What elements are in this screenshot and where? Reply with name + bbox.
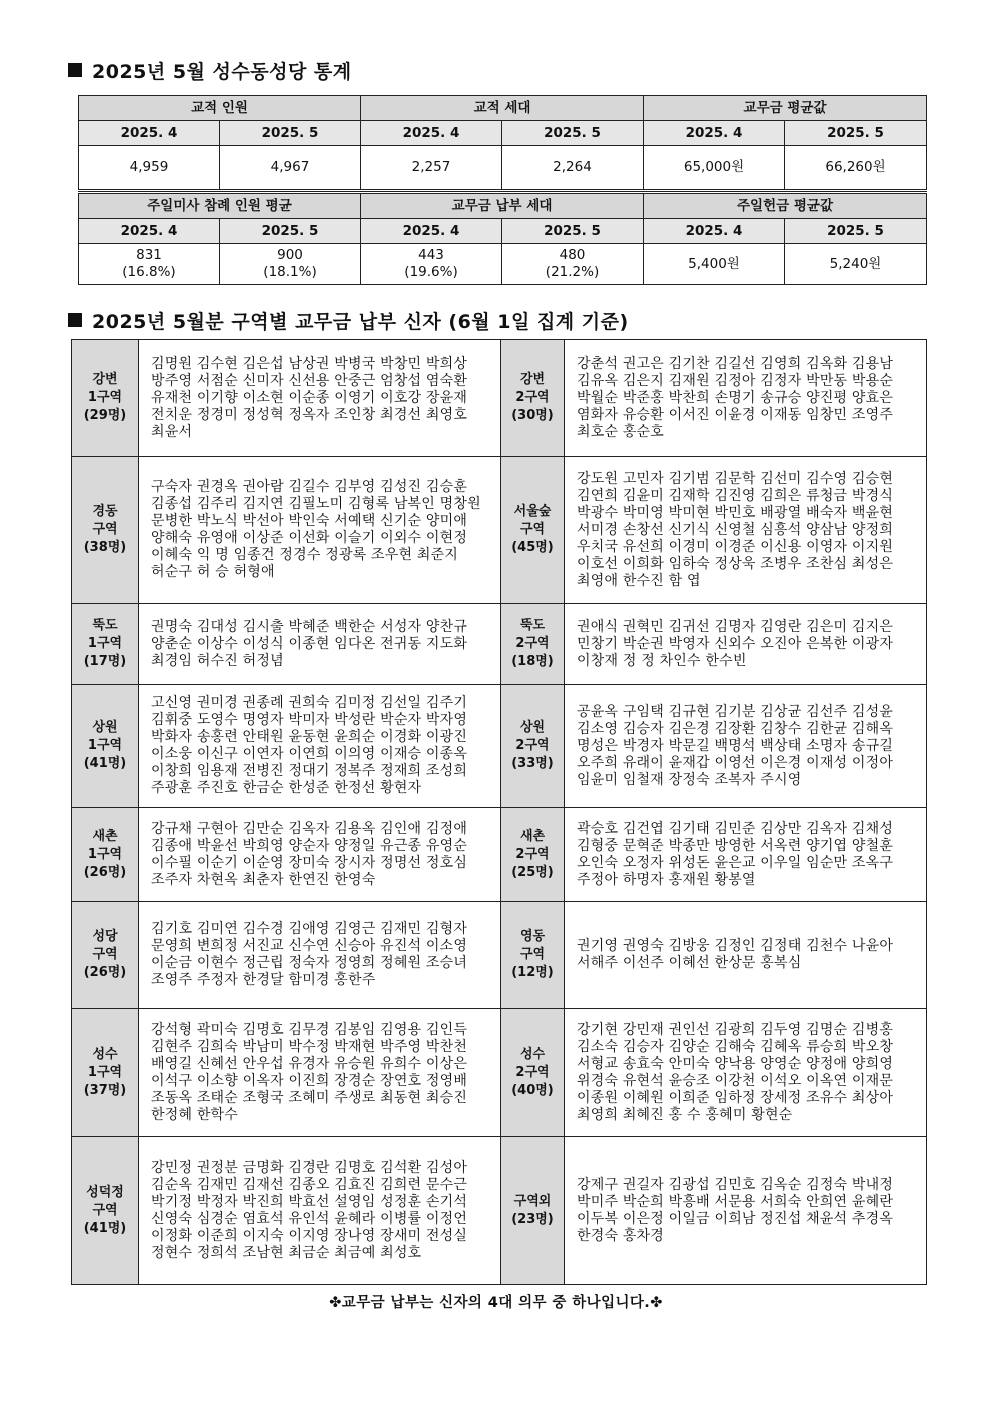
donor-names-line: 한경숙 홍차경 <box>577 1227 664 1244</box>
donor-names-line: 강기현 강민재 권인선 김광희 김두영 김명순 김병홍 <box>577 1021 894 1038</box>
stats-value-cell <box>502 244 644 285</box>
district-member-count: (40명) <box>511 1082 554 1098</box>
district-name: 1구역 <box>87 1064 123 1080</box>
donor-names-line: 배영길 신혜선 안우섭 유경자 유승원 유희수 이상은 <box>151 1055 468 1072</box>
donor-names-line: 임윤미 임철재 장정숙 조복자 주시영 <box>577 771 802 788</box>
district-name: 영동 <box>519 929 546 944</box>
stats-value-percent: (19.6%) <box>404 264 458 280</box>
district-name-cell <box>501 1009 565 1137</box>
district-name: 1구역 <box>87 390 123 405</box>
donor-names-line: 신영숙 심경순 염효석 유인석 윤혜라 이병률 이정언 <box>151 1210 468 1227</box>
donor-names-line: 유재천 이기향 이소현 이순종 이영기 이호강 장윤재 <box>151 389 468 406</box>
district-name: 구역 <box>92 947 118 962</box>
district-row <box>72 902 927 1009</box>
square-bullet-icon <box>68 313 82 327</box>
donor-names-line: 서해주 이선주 이혜선 한상문 홍복심 <box>577 955 802 971</box>
district-name-cell <box>501 340 565 457</box>
donor-names-line: 강제구 권길자 김광섭 김민호 김옥순 김정숙 박내정 <box>577 1176 894 1193</box>
district-donor-list <box>139 808 501 902</box>
district-name: 1구역 <box>87 738 123 753</box>
stats-period-header: 2025. 5 <box>502 219 644 244</box>
donor-names-line: 이창희 임용재 전병진 정대기 정복주 정재희 조성희 <box>151 763 468 779</box>
donor-names-line: 박미주 박순희 박흥배 서문용 서희숙 안희연 윤혜란 <box>577 1193 894 1210</box>
donor-names-line: 문영희 변희정 서진교 신수연 신승아 유진석 이소영 <box>151 938 468 954</box>
donor-names-line: 최영애 한수진 함 엽 <box>577 572 701 589</box>
district-name-cell <box>501 604 565 685</box>
district-name: 강변 <box>519 372 546 387</box>
donor-names-line: 구숙자 권경옥 권아람 김길수 김부영 김성진 김승훈 <box>151 479 468 495</box>
donor-names-line: 권기영 권영숙 김방웅 김정인 김정태 김천수 나윤아 <box>577 938 894 954</box>
stats-group-header: 교적 인원 <box>79 96 361 121</box>
donor-names-line: 김연희 김윤미 김재학 김진영 김희은 류청금 박경식 <box>577 487 894 504</box>
donor-names-line: 이혜숙 익 명 임종건 정경수 정광록 조우현 최준지 <box>151 547 459 563</box>
stats-period-header: 2025. 4 <box>644 121 785 146</box>
district-name: 성당 <box>92 929 118 944</box>
donor-names-line: 김현주 김희숙 박남미 박수정 박재현 박주영 박찬천 <box>151 1038 468 1055</box>
donor-names-line: 강규채 구현아 김만순 김옥자 김용옥 김인애 김정애 <box>151 820 468 837</box>
district-name: 구역외 <box>513 1193 552 1209</box>
district-donor-table <box>71 339 927 1285</box>
district-name: 성수 <box>519 1046 546 1062</box>
donor-names-line: 민창기 박순권 박영자 신외수 오진아 은복한 이광자 <box>577 635 894 652</box>
stats-value-percent: (16.8%) <box>122 264 176 280</box>
district-name-cell <box>72 685 139 808</box>
donor-names-line: 김순옥 김재민 김재선 김종오 김효진 김희련 문수근 <box>151 1176 468 1193</box>
district-name: 상원 <box>519 720 546 735</box>
donor-names-line: 오인숙 오정자 위성돈 윤은교 이우일 임순만 조옥구 <box>577 854 894 871</box>
stats-period-header: 2025. 4 <box>79 121 220 146</box>
stats-table-top <box>78 95 927 192</box>
district-title-text: 2025년 5월분 구역별 교무금 납부 신자 (6월 1일 집계 기준) <box>92 311 629 333</box>
district-donor-list <box>139 457 501 604</box>
district-donor-list <box>565 902 927 1009</box>
donor-names-line: 이소웅 이신구 이연자 이연희 이의영 이재승 이종옥 <box>151 746 468 762</box>
stats-value-cell <box>361 244 502 285</box>
district-member-count: (25명) <box>511 864 554 880</box>
stats-value: 5,400원 <box>688 255 740 272</box>
stats-period-header: 2025. 5 <box>502 121 644 146</box>
district-donor-list <box>139 902 501 1009</box>
donor-names-line: 양춘순 이상수 이성식 이종현 임다온 전귀동 지도화 <box>151 635 468 652</box>
donor-names-line: 한정혜 한학수 <box>151 1106 238 1123</box>
district-donor-list <box>565 340 927 457</box>
donor-names-line: 권애식 권혁민 김귀선 김명자 김영란 김은미 김지은 <box>577 618 894 635</box>
district-member-count: (30명) <box>511 408 554 423</box>
donor-names-line: 이석구 이소향 이옥자 이진희 장경순 장연호 정영배 <box>151 1072 468 1089</box>
district-name: 구역 <box>519 522 546 537</box>
district-row <box>72 808 927 902</box>
district-donor-list <box>139 1137 501 1285</box>
district-donor-list <box>565 1009 927 1137</box>
district-donor-list <box>139 1009 501 1137</box>
district-member-count: (23명) <box>511 1211 554 1227</box>
donor-names-line: 강도원 고민자 김기범 김문학 김선미 김수영 김승현 <box>577 470 894 487</box>
district-donor-list <box>139 604 501 685</box>
stats-group-header: 주일미사 참례 인원 평균 <box>79 194 361 219</box>
district-member-count: (17명) <box>83 654 127 669</box>
district-name-cell <box>72 1009 139 1137</box>
stats-period-header: 2025. 4 <box>361 219 502 244</box>
donor-names-line: 문병한 박노식 박선아 박인숙 서예택 신기순 양미애 <box>151 513 468 529</box>
statistics-section-title <box>68 57 352 84</box>
stats-value-percent: (21.2%) <box>545 264 600 280</box>
donor-names-line: 김휘중 도영수 명영자 박미자 박성란 박순자 박자영 <box>151 712 468 728</box>
district-donor-list <box>565 1137 927 1285</box>
district-name: 구역 <box>519 947 546 962</box>
stats-period-header: 2025. 5 <box>785 219 927 244</box>
footer-note: ✤교무금 납부는 신자의 4대 의무 중 하나입니다.✤ <box>329 1295 663 1311</box>
district-row <box>72 604 927 685</box>
district-name: 새촌 <box>519 828 546 844</box>
district-row <box>72 685 927 808</box>
donor-names-line: 명성은 박경자 박문길 백명석 백상태 소명자 송규길 <box>577 737 894 754</box>
district-name-cell <box>501 902 565 1009</box>
stats-group-header: 주일헌금 평균값 <box>644 194 927 219</box>
district-member-count: (26명) <box>83 864 127 880</box>
stats-value: 4,967 <box>220 146 361 191</box>
district-name: 서울숲 <box>513 504 552 519</box>
stats-table-bottom <box>78 193 927 285</box>
district-name: 2구역 <box>515 1064 550 1080</box>
donor-names-line: 최윤서 <box>151 423 193 440</box>
donor-names-line: 주정아 하명자 홍재원 황봉열 <box>577 871 756 888</box>
donor-names-line: 박기정 박정자 박진희 박효선 설영임 성정훈 손기석 <box>151 1193 468 1210</box>
district-donor-list <box>565 685 927 808</box>
stats-value-cell <box>644 244 785 285</box>
donor-names-line: 최경임 허수진 허정념 <box>151 652 284 669</box>
square-bullet-icon <box>68 63 82 77</box>
district-member-count: (26명) <box>83 965 127 980</box>
donor-names-line: 김종섭 김주리 김지연 김필노미 김형록 남복인 명창원 <box>151 496 481 512</box>
district-name-cell <box>72 604 139 685</box>
district-member-count: (18명) <box>511 654 554 669</box>
stats-value: 5,240원 <box>829 255 882 272</box>
district-member-count: (41명) <box>83 756 127 771</box>
district-name: 성덕정 <box>86 1184 124 1200</box>
donor-names-line: 이정화 이준희 이지숙 이지영 장나영 장새미 전성실 <box>151 1227 468 1244</box>
stats-period-header: 2025. 5 <box>220 219 361 244</box>
stats-value: 2,257 <box>361 146 502 191</box>
district-member-count: (12명) <box>511 965 554 980</box>
donor-names-line: 전치운 정경미 정성혁 정옥자 조인창 최경선 최영호 <box>151 406 468 423</box>
donor-names-line: 박월순 박준홍 박찬희 손명기 송규승 양진평 양효은 <box>577 389 894 406</box>
donor-names-line: 이호선 이희화 임하숙 정상욱 조병우 조찬심 최성은 <box>577 555 894 572</box>
district-name: 1구역 <box>87 636 123 651</box>
donor-names-line: 서형교 송효숙 안미숙 양낙용 양영순 양정애 양희영 <box>577 1055 894 1072</box>
district-name: 1구역 <box>87 846 123 862</box>
donor-names-line: 김소숙 김승자 김양순 김해숙 김혜옥 류승희 박오창 <box>577 1038 894 1055</box>
district-row <box>72 340 927 457</box>
statistics-title-text: 2025년 5월 성수동성당 통계 <box>92 61 352 83</box>
district-donor-list <box>139 685 501 808</box>
district-row <box>72 457 927 604</box>
donor-names-line: 김기호 김미연 김수경 김애영 김영근 김재민 김형자 <box>151 921 468 937</box>
donor-names-line: 최영희 최혜진 홍 수 홍혜미 황현순 <box>577 1106 793 1123</box>
stats-period-header: 2025. 5 <box>220 121 361 146</box>
donor-names-line: 최호순 홍순호 <box>577 423 664 440</box>
donor-names-line: 이창재 정 정 차인수 한수빈 <box>577 652 747 669</box>
district-donor-list <box>565 808 927 902</box>
donor-names-line: 고신영 권미경 권종례 권희숙 김미정 김선일 김주기 <box>151 695 468 711</box>
stats-group-header: 교무금 평균값 <box>644 96 927 121</box>
donor-names-line: 이순금 이현수 정근립 정숙자 정영희 정혜원 조승녀 <box>151 955 468 971</box>
district-name-cell <box>501 1137 565 1285</box>
donor-names-line: 박화자 송홍련 안태원 윤동현 윤희순 이경화 이광진 <box>151 729 468 745</box>
district-member-count: (41명) <box>83 1220 127 1236</box>
donor-names-line: 이수필 이순기 이순영 장미숙 장시자 정명선 정호심 <box>151 854 468 871</box>
donor-names-line: 주광훈 주진호 한금순 한성준 한정선 황현자 <box>151 780 422 796</box>
donor-names-line: 조주자 차현옥 최춘자 한연진 한영숙 <box>151 871 376 888</box>
district-name-cell <box>72 340 139 457</box>
district-donor-list <box>565 457 927 604</box>
district-name: 구역 <box>92 1202 118 1218</box>
stats-group-header: 교무금 납부 세대 <box>361 194 644 219</box>
district-member-count: (38명) <box>83 540 127 555</box>
donor-names-line: 김유옥 김은지 김재원 김정아 김정자 박만동 박용순 <box>577 372 894 389</box>
donor-names-line: 조영주 주정자 한경달 함미경 홍한주 <box>151 972 376 988</box>
donor-names-line: 강춘석 권고은 김기찬 김길선 김영희 김옥화 김용남 <box>577 355 894 372</box>
district-name: 2구역 <box>515 738 550 753</box>
district-member-count: (33명) <box>511 756 554 771</box>
donor-names-line: 김형중 문혁준 박종만 방영한 서옥련 양기엽 양철훈 <box>577 837 894 854</box>
donor-names-line: 공윤옥 구임택 김규현 김기분 김상균 김선주 김성윤 <box>577 703 894 720</box>
district-name: 경동 <box>92 504 118 519</box>
donor-names-line: 이종원 이혜원 이희준 임하정 장세정 조유수 최상아 <box>577 1089 894 1106</box>
district-donor-list <box>565 604 927 685</box>
donor-names-line: 오주희 유래이 윤재갑 이영선 이은경 이재성 이정아 <box>577 754 894 771</box>
district-name: 성수 <box>92 1046 118 1062</box>
donor-names-line: 허순구 허 승 허형애 <box>151 564 275 580</box>
donor-names-line: 이두복 이은정 이일금 이희남 정진섭 채윤석 추경옥 <box>577 1210 894 1227</box>
stats-value-percent: (18.1%) <box>263 264 317 280</box>
donor-names-line: 조동옥 조태순 조형국 조혜미 주생로 최동현 최승진 <box>151 1089 468 1106</box>
stats-value: 4,959 <box>79 146 220 191</box>
stats-group-header: 교적 세대 <box>361 96 644 121</box>
district-name: 뚝도 <box>92 618 118 633</box>
district-row <box>72 1137 927 1285</box>
donor-names-line: 강민정 권정분 금명화 김경란 김명호 김석환 김성아 <box>151 1159 468 1176</box>
stats-value: 900 <box>277 247 303 263</box>
stats-period-header: 2025. 4 <box>644 219 785 244</box>
stats-value: 65,000원 <box>644 146 785 191</box>
district-name: 2구역 <box>515 636 550 651</box>
donor-names-line: 정현수 정희석 조남현 최금순 최금예 최성호 <box>151 1244 422 1261</box>
stats-value: 831 <box>136 247 162 263</box>
stats-value-cell <box>220 244 361 285</box>
district-member-count: (29명) <box>83 408 127 423</box>
district-name-cell <box>501 457 565 604</box>
stats-period-header: 2025. 4 <box>361 121 502 146</box>
district-name: 구역 <box>92 522 118 537</box>
district-donor-list <box>139 340 501 457</box>
stats-value-cell <box>79 244 220 285</box>
district-name-cell <box>72 902 139 1009</box>
donor-names-line: 김소영 김승자 김은경 김장환 김창수 김한균 김해옥 <box>577 720 894 737</box>
district-name-cell <box>501 685 565 808</box>
stats-value: 480 <box>559 247 586 263</box>
district-name: 새촌 <box>92 828 118 844</box>
district-name-cell <box>72 1137 139 1285</box>
district-name-cell <box>72 808 139 902</box>
stats-value: 66,260원 <box>785 146 927 191</box>
donor-names-line: 김명원 김수현 김은섭 남상권 박병국 박창민 박희상 <box>151 355 468 372</box>
stats-value: 443 <box>418 247 444 263</box>
stats-period-header: 2025. 4 <box>79 219 220 244</box>
donor-names-line: 우치국 유선희 이경미 이경준 이신용 이영자 이지원 <box>577 538 894 555</box>
donor-names-line: 방주영 서점순 신미자 신선용 안중근 엄창섭 염숙환 <box>151 372 468 389</box>
donor-names-line: 위경숙 유현석 윤승조 이강천 이석오 이옥연 이재문 <box>577 1072 894 1089</box>
donor-names-line: 박광수 박미영 박미현 박민호 배광열 배숙자 백윤현 <box>577 504 894 521</box>
donor-names-line: 곽승호 김건엽 김기태 김민준 김상만 김옥자 김채성 <box>577 820 894 837</box>
stats-value: 2,264 <box>502 146 644 191</box>
donor-names-line: 양해숙 유영애 이상준 이선화 이슬기 이외수 이현정 <box>151 530 468 546</box>
donor-names-line: 서미경 손창선 신기식 신영철 심흥석 양삼남 양정희 <box>577 521 894 538</box>
district-name: 2구역 <box>515 846 550 862</box>
stats-period-header: 2025. 5 <box>785 121 927 146</box>
district-member-count: (37명) <box>83 1082 127 1098</box>
district-name: 상원 <box>92 720 118 735</box>
donor-names-line: 권명숙 김대성 김시출 박혜준 백한순 서성자 양찬규 <box>151 618 468 635</box>
stats-value-cell <box>785 244 927 285</box>
donor-names-line: 강석형 곽미숙 김명호 김무경 김봉임 김영용 김인득 <box>151 1021 468 1038</box>
district-name-cell <box>72 457 139 604</box>
district-name: 뚝도 <box>519 618 546 633</box>
donor-names-line: 김종애 박윤선 박희영 양순자 양정일 유근종 유영순 <box>151 837 468 854</box>
district-section-title <box>68 307 629 334</box>
district-member-count: (45명) <box>511 540 554 555</box>
district-row <box>72 1009 927 1137</box>
district-name: 강변 <box>92 372 118 387</box>
donor-names-line: 염화자 유승환 이서진 이윤경 이재동 임창민 조영주 <box>577 406 894 423</box>
district-name: 2구역 <box>515 390 550 405</box>
district-name-cell <box>501 808 565 902</box>
